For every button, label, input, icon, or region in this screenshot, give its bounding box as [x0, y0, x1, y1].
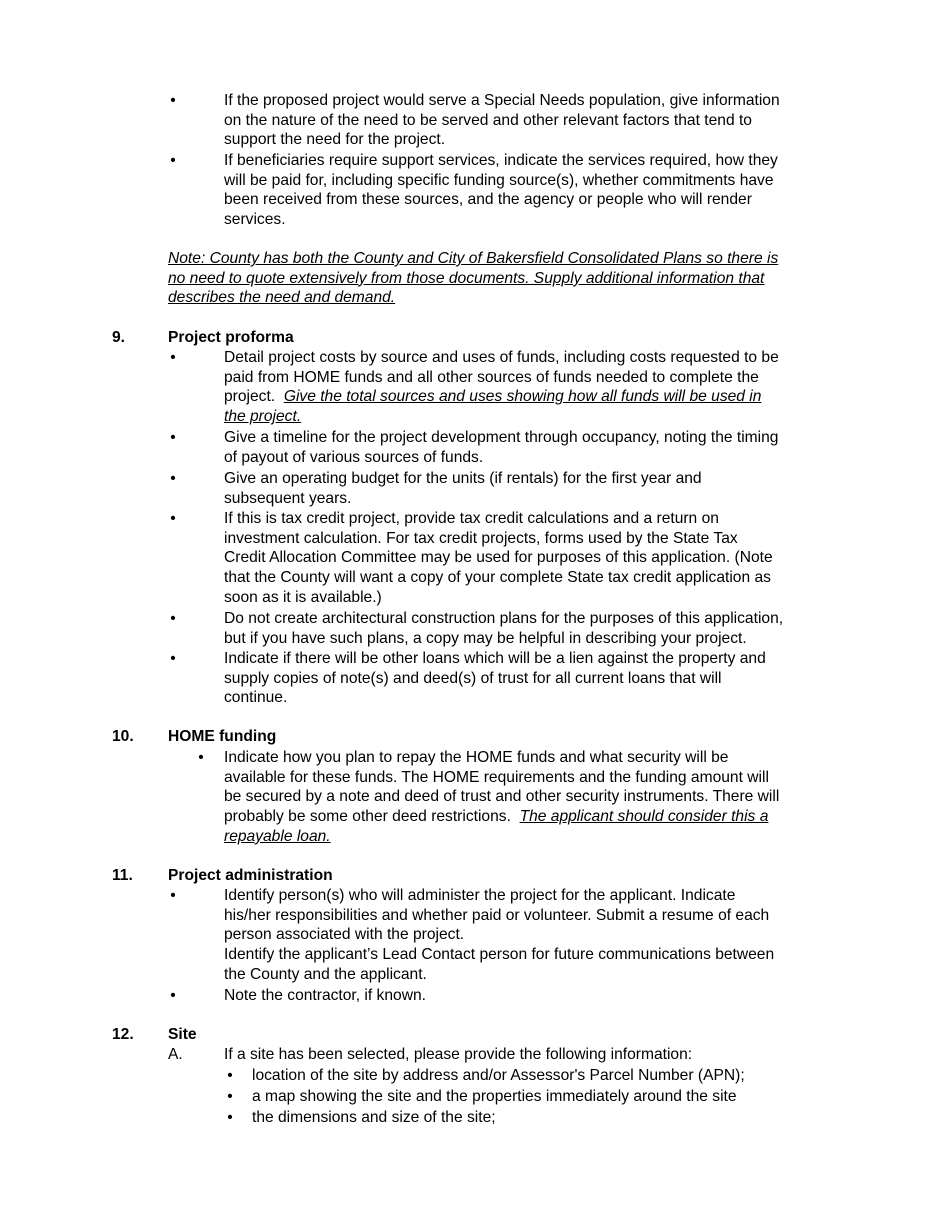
site-dimensions-item: the dimensions and size of the site;: [252, 1109, 496, 1126]
text-line: [224, 807, 864, 827]
text-line: support the need for the project.: [224, 131, 446, 149]
text-line: If this is tax credit project, provide tax credit calculations and a return on: [224, 510, 719, 527]
bullet-marker: •: [227, 1088, 233, 1105]
emphasis-text: The applicant should consider this a: [519, 808, 769, 826]
text-line: been received from these sources, and the agency or people who will render: [224, 191, 752, 209]
text-line: the County and the applicant.: [224, 965, 427, 983]
bullet-marker: •: [227, 1067, 233, 1084]
text-line: paid from HOME funds and all other sources of funds needed to complete the: [224, 368, 759, 386]
text-line: Identify person(s) who will administer the project for the applicant. Indicate: [224, 887, 736, 904]
bullet-marker: •: [170, 510, 176, 527]
section-10-number: 10.: [112, 728, 134, 745]
bullet-marker: •: [170, 470, 176, 487]
special-needs-bullet: [224, 91, 840, 150]
bullet-marker: •: [170, 650, 176, 667]
home-repay-bullet: [224, 748, 864, 847]
text-line: If beneficiaries require support services, indicate the services required, how they: [224, 152, 778, 169]
section-10-title: HOME funding: [168, 728, 277, 745]
text-line: services.: [224, 211, 286, 229]
emphasis-text: repayable loan.: [224, 827, 331, 845]
section-9-title: Project proforma: [168, 329, 294, 346]
section-11-title: Project administration: [168, 867, 333, 884]
construction-plans-bullet: [224, 609, 864, 648]
bullet-marker: •: [170, 429, 176, 446]
text-line: of payout of various sources of funds.: [224, 448, 484, 466]
site-map-item: a map showing the site and the properties immediately around the site: [252, 1088, 737, 1105]
bullet-marker: •: [198, 749, 204, 766]
contractor-bullet: [224, 986, 840, 1006]
operating-budget-bullet: [224, 469, 840, 508]
other-loans-bullet: [224, 649, 840, 708]
text-line: Detail project costs by source and uses of funds, including costs requested to be: [224, 349, 779, 366]
project-costs-bullet: [224, 348, 840, 427]
text-line: Give an operating budget for the units (if rentals) for the first year and: [224, 470, 702, 487]
text-line: [224, 387, 840, 407]
text-line: continue.: [224, 689, 288, 707]
tax-credit-bullet: [224, 509, 840, 608]
section-12-number: 12.: [112, 1026, 134, 1043]
text-line: on the nature of the need to be served and other relevant factors that tend to: [224, 111, 752, 129]
text-line: Indicate how you plan to repay the HOME funds and what security will be: [224, 749, 729, 766]
subsection-marker: A.: [168, 1046, 183, 1063]
section-9-number: 9.: [112, 329, 126, 346]
text-line: Indicate if there will be other loans which will be a lien against the property and: [224, 650, 766, 667]
text-line: soon as it is available.): [224, 588, 382, 606]
site-location-item: location of the site by address and/or Assessor's Parcel Number (APN);: [252, 1067, 745, 1084]
section-11-number: 11.: [112, 867, 133, 884]
text-line: subsequent years.: [224, 489, 352, 507]
text-line: his/her responsibilities and whether paid or volunteer. Submit a resume of each: [224, 906, 770, 924]
subsection-text: If a site has been selected, please provide the following information:: [224, 1046, 693, 1063]
text-line: that the County will want a copy of your complete State tax credit application as: [224, 569, 771, 587]
note-line: describes the need and demand.: [168, 289, 396, 307]
text-line: person associated with the project.: [224, 926, 465, 944]
bullet-marker: •: [227, 1109, 233, 1126]
text-line: Credit Allocation Committee may be used for purposes of this application. (Note: [224, 549, 773, 567]
county-note: [168, 249, 848, 308]
text-run: probably be some other deed restrictions.: [224, 808, 520, 826]
text-line: supply copies of note(s) and deed(s) of trust for all current loans that will: [224, 669, 722, 687]
text-line: Give a timeline for the project development through occupancy, noting the timing: [224, 429, 779, 446]
text-line: Identify the applicant’s Lead Contact person for future communications between: [224, 946, 775, 964]
emphasis-text: the project.: [224, 408, 302, 426]
text-line: investment calculation. For tax credit projects, forms used by the State Tax: [224, 529, 738, 547]
administrator-bullet: [224, 886, 840, 985]
bullet-marker: •: [170, 349, 176, 366]
text-line: Note the contractor, if known.: [224, 987, 426, 1004]
bullet-marker: •: [170, 987, 176, 1004]
text-line: If the proposed project would serve a Special Needs population, give information: [224, 92, 780, 109]
bullet-marker: •: [170, 152, 176, 169]
text-line: be secured by a note and deed of trust and other security instruments. There will: [224, 788, 780, 806]
emphasis-text: Give the total sources and uses showing how all funds will be used in: [283, 388, 762, 406]
text-line: will be paid for, including specific funding source(s), whether commitments have: [224, 171, 774, 189]
support-services-bullet: [224, 151, 840, 230]
timeline-bullet: [224, 428, 840, 467]
bullet-marker: •: [170, 92, 176, 109]
section-12-title: Site: [168, 1026, 197, 1043]
note-line: Note: County has both the County and City of Bakersfield Consolidated Plans so there is: [168, 250, 779, 267]
text-line: Do not create architectural construction plans for the purposes of this application,: [224, 610, 784, 627]
text-run: project.: [224, 388, 284, 406]
text-line: available for these funds. The HOME requirements and the funding amount will: [224, 768, 769, 786]
text-line: but if you have such plans, a copy may be helpful in describing your project.: [224, 629, 747, 647]
bullet-marker: •: [170, 887, 176, 904]
note-line: no need to quote extensively from those documents. Supply additional information that: [168, 269, 765, 287]
bullet-marker: •: [170, 610, 176, 627]
